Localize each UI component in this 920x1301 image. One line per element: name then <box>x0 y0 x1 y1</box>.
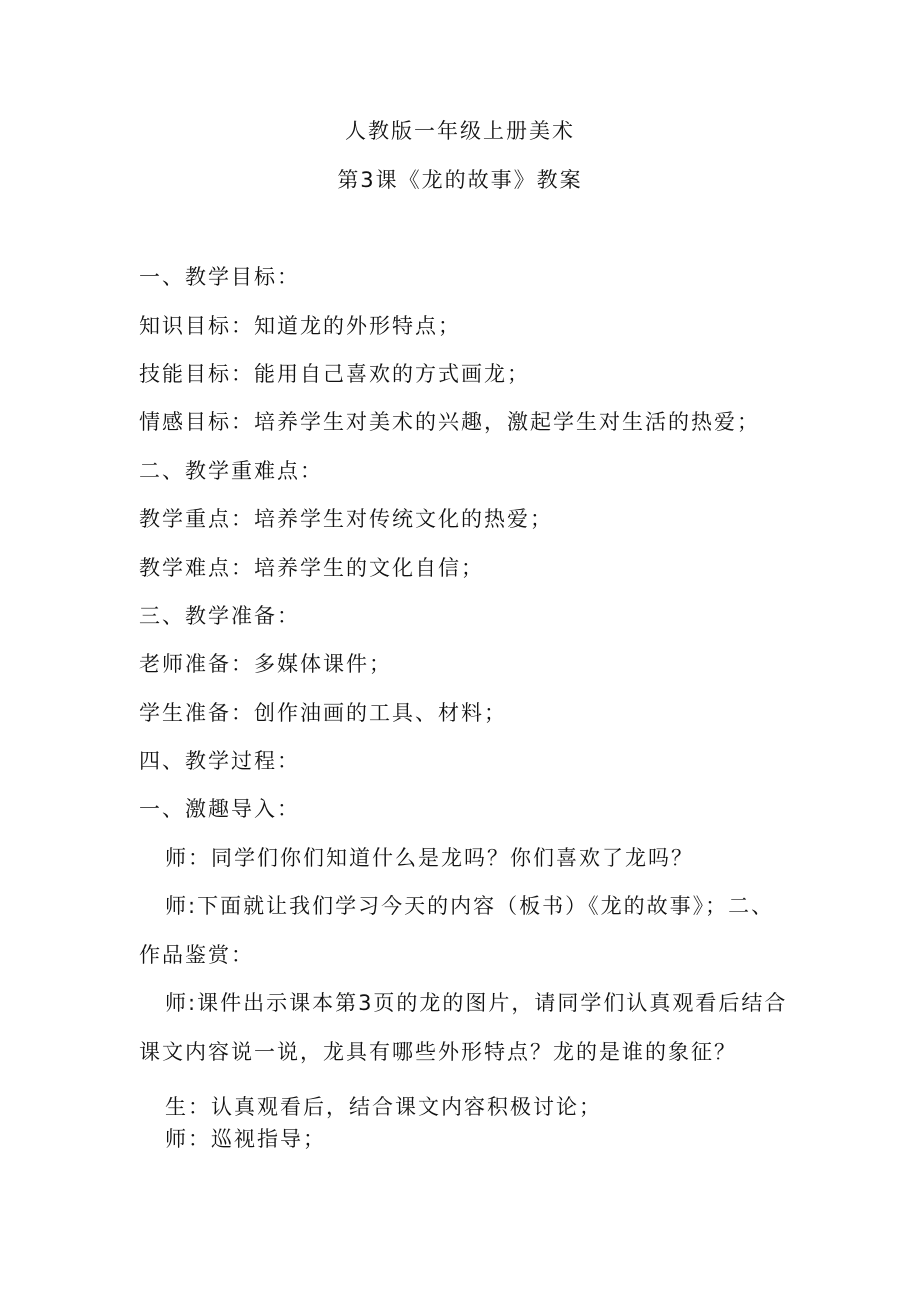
skill-objective: 技能目标：能用自己喜欢的方式画龙； <box>139 362 530 386</box>
paragraph-courseware-line2: 课文内容说一说，龙具有哪些外形特点？龙的是谁的象征？ <box>139 1040 737 1064</box>
section-heading-preparation: 三、教学准备： <box>139 604 300 628</box>
paragraph-teacher-intro-line2: 作品鉴赏： <box>139 943 254 967</box>
step-heading-intro: 一、激趣导入： <box>139 797 300 821</box>
section-heading-key-points: 二、教学重难点： <box>139 459 323 483</box>
student-preparation: 学生准备：创作油画的工具、材料； <box>139 701 507 725</box>
paragraph-teacher-intro-line1: 师:下面就让我们学习今天的内容（板书）《龙的故事》；二、 <box>165 894 775 918</box>
teaching-difficult-point: 教学难点：培养学生的文化自信； <box>139 556 484 580</box>
emotion-objective: 情感目标：培养学生对美术的兴趣，激起学生对生活的热爱； <box>139 410 760 434</box>
document-title-line1: 人教版一年级上册美术 <box>345 119 575 143</box>
section-heading-objectives: 一、教学目标： <box>139 265 300 289</box>
paragraph-teacher-question: 师：同学们你们知道什么是龙吗？你们喜欢了龙吗？ <box>165 846 694 870</box>
paragraph-teacher-guidance: 师：巡视指导； <box>165 1127 326 1151</box>
paragraph-student-discussion: 生：认真观看后，结合课文内容积极讨论； <box>165 1095 602 1119</box>
document-title-line2: 第3课《龙的故事》教案 <box>337 168 583 192</box>
teaching-key-point: 教学重点：培养学生对传统文化的热爱； <box>139 507 553 531</box>
paragraph-courseware-line1: 师:课件出示课本第3页的龙的图片，请同学们认真观看后结合 <box>165 991 788 1015</box>
knowledge-objective: 知识目标：知道龙的外形特点； <box>139 314 461 338</box>
section-heading-process: 四、教学过程： <box>139 749 300 773</box>
teacher-preparation: 老师准备：多媒体课件； <box>139 652 392 676</box>
